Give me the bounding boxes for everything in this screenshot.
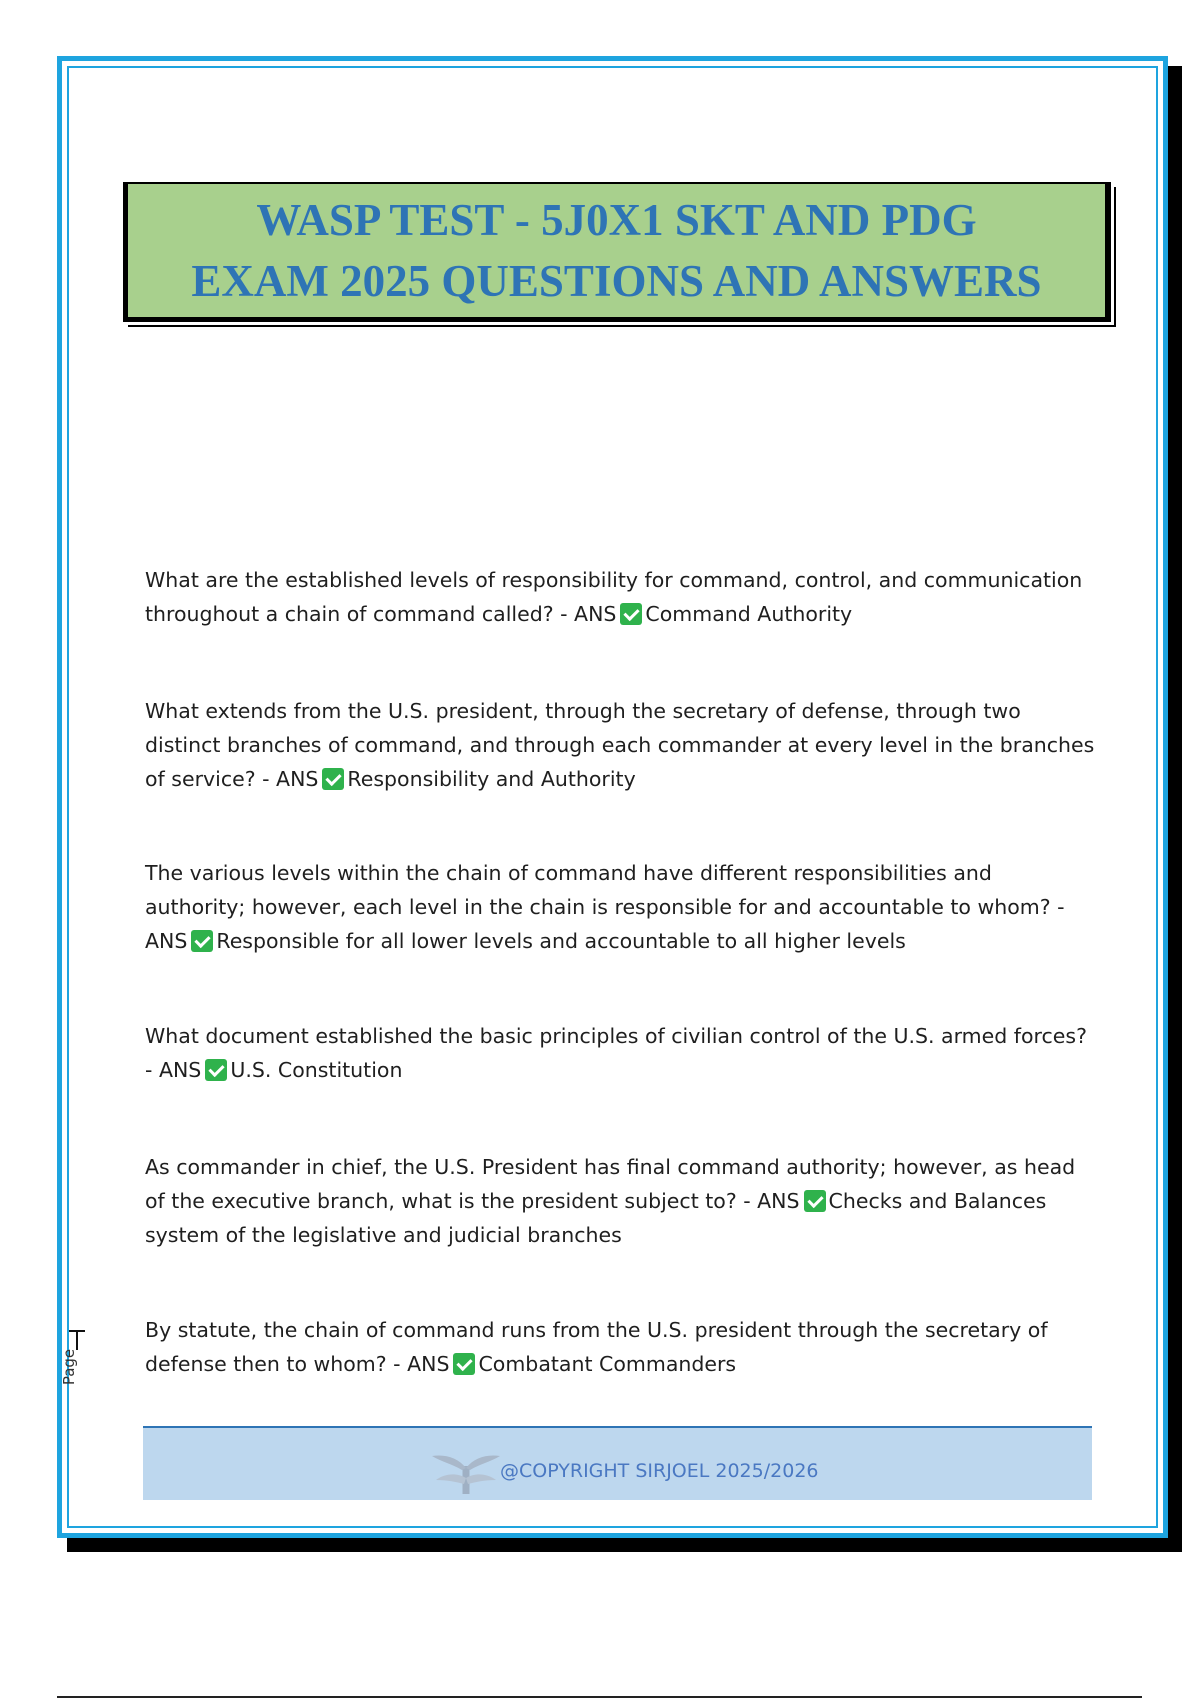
title-line-2: EXAM 2025 QUESTIONS AND ANSWERS xyxy=(191,255,1042,306)
page-number-marker xyxy=(60,1330,93,1392)
answer-text: Responsible for all lower levels and accountable to all higher levels xyxy=(216,929,906,953)
check-icon xyxy=(191,930,213,952)
page-label: Page xyxy=(60,1348,79,1386)
footer-banner xyxy=(143,1426,1092,1500)
qa-item xyxy=(145,1150,1095,1252)
sirjoel-logo-icon xyxy=(428,1444,504,1496)
qa-item xyxy=(145,1313,1095,1381)
answer-text: Checks and Balances system of the legislative and judicial branches xyxy=(145,1189,1047,1247)
title-line-1: WASP TEST - 5J0X1 SKT AND PDG xyxy=(256,194,977,245)
ans-label: ANS xyxy=(407,1352,450,1376)
bottom-divider xyxy=(57,1696,1142,1698)
ans-label: ANS xyxy=(574,602,617,626)
copyright-text: @COPYRIGHT SIRJOEL 2025/2026 xyxy=(500,1460,819,1482)
question-text: The various levels within the chain of command have different responsibilities and authority; however, each level in the chain is responsible for and accountable to whom? - xyxy=(145,861,1065,919)
answer-text: Responsibility and Authority xyxy=(347,767,636,791)
question-text: What extends from the U.S. president, through the secretary of defense, through two distinct branches of command, and through each commander at every level in the branches of service? - xyxy=(145,699,1095,791)
document-title xyxy=(191,190,1041,312)
question-text: By statute, the chain of command runs from the U.S. president through the secretary of defense then to whom? - xyxy=(145,1318,1048,1376)
ans-label: ANS xyxy=(276,767,319,791)
check-icon xyxy=(205,1059,227,1081)
qa-item xyxy=(145,563,1095,631)
qa-item xyxy=(145,694,1095,796)
question-text: What are the established levels of responsibility for command, control, and communication throughout a chain of command called? - xyxy=(145,568,1083,626)
check-icon xyxy=(620,603,642,625)
answer-text: Command Authority xyxy=(645,602,853,626)
qa-item xyxy=(145,856,1095,958)
question-text: What document established the basic principles of civilian control of the U.S. armed forces? - xyxy=(145,1024,1087,1082)
answer-text: Combatant Commanders xyxy=(478,1352,737,1376)
answer-text: U.S. Constitution xyxy=(230,1058,403,1082)
ans-label: ANS xyxy=(145,929,188,953)
question-text: As commander in chief, the U.S. President has final command authority; however, as head of the executive branch, what is the president subject to? - xyxy=(145,1155,1076,1213)
ans-label: ANS xyxy=(158,1058,202,1082)
check-icon xyxy=(322,768,344,790)
page-number-glyph xyxy=(76,1330,78,1350)
qa-item xyxy=(145,1019,1095,1087)
title-banner xyxy=(123,182,1111,322)
check-icon xyxy=(804,1190,826,1212)
check-icon xyxy=(453,1353,475,1375)
ans-label: ANS xyxy=(757,1189,800,1213)
